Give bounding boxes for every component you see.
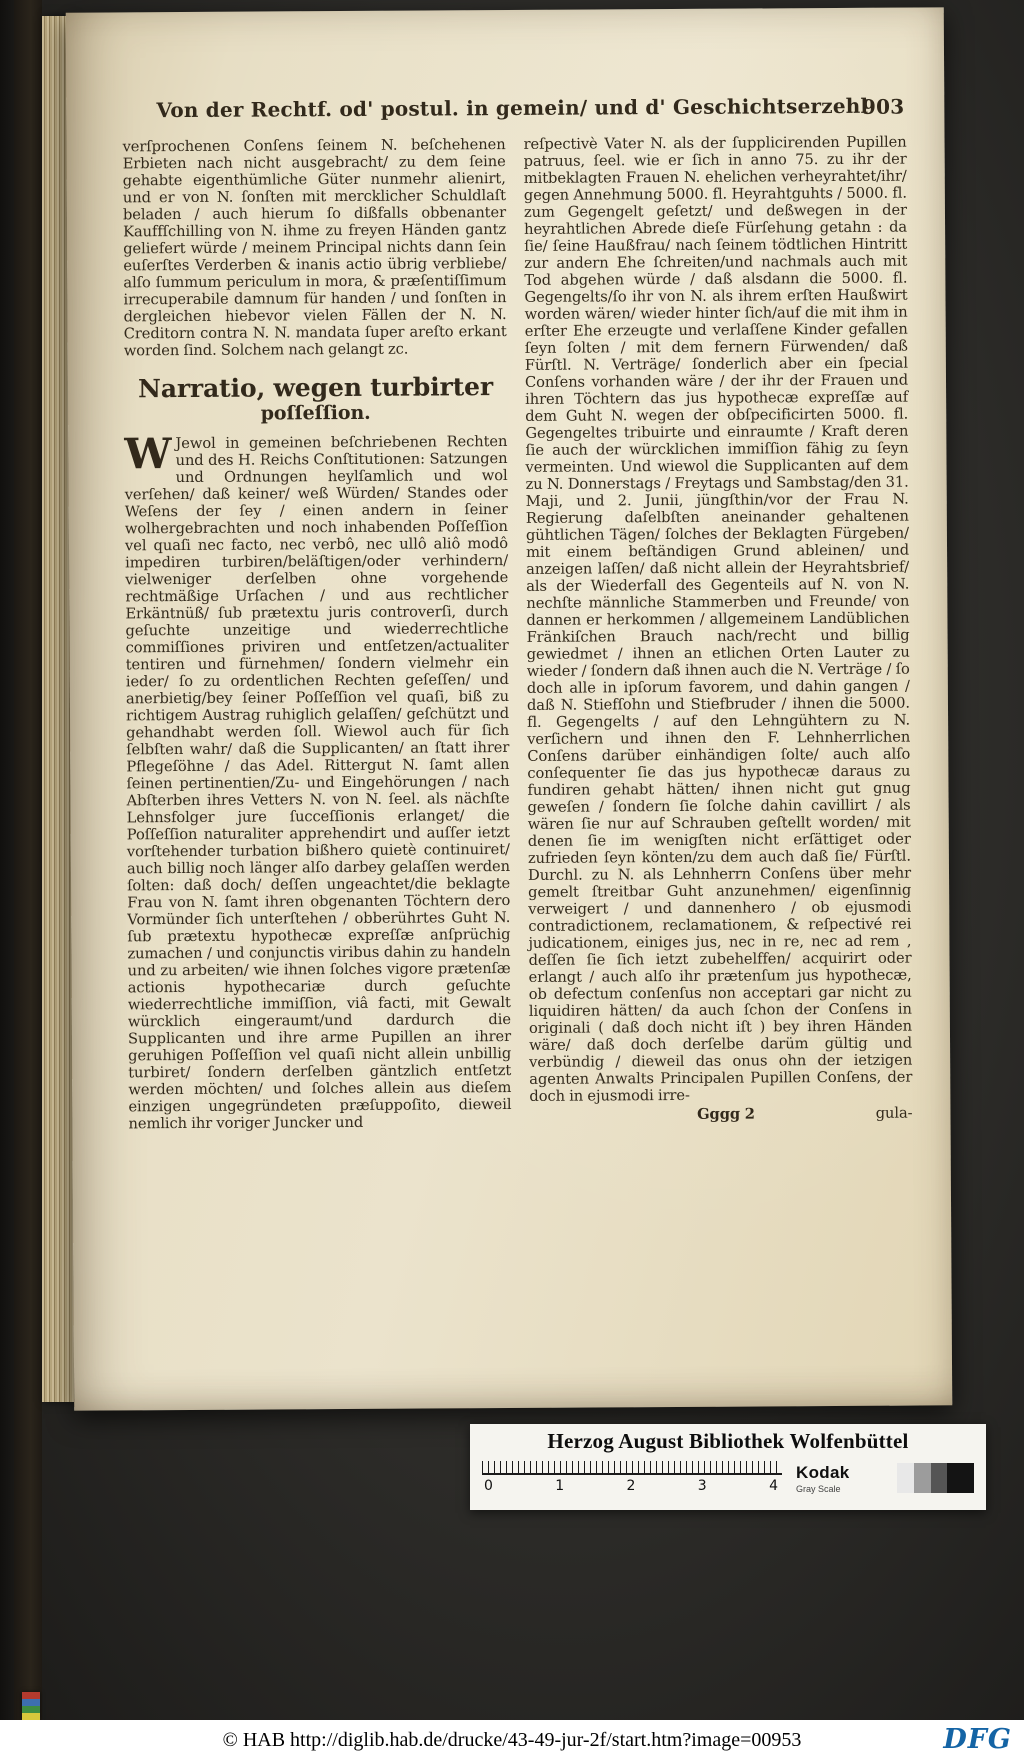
scale-numbers [482, 1475, 782, 1494]
scale-number-1: 1 [555, 1478, 565, 1494]
left-column [123, 136, 513, 1310]
catchword: gula- [875, 1104, 913, 1122]
signature-mark: Gggg 2 [697, 1105, 755, 1123]
dfg-logo: DFG [943, 1724, 1012, 1755]
kodak-grayscale [482, 1459, 974, 1503]
book-page [66, 7, 953, 1410]
gray-steps [897, 1463, 947, 1493]
scale-number-3: 3 [697, 1478, 707, 1494]
right-column [523, 134, 913, 1308]
signature-line [529, 1105, 912, 1124]
left-paragraph-2 [124, 429, 512, 1133]
black-patch [947, 1463, 974, 1493]
right-paragraph-1: reſpectivè Vater N. als der ſupplicirenden Pupillen patruus, ſeel. wie er ſich in anno 75. zu ihr der mitbeklagten Frauen N. ehelichen verheyrahtet/ihr/ gegen Annehmung 5000. fl. Heyrahtguhts / 5000. fl. zum Gegengelt geſetzt/ und deßwegen in der heyrahtlichen Abrede dieſe Fürſehung getahn : da ſie/ ſeine Haußfrau/ nach ſeinem tödtlichen Hintritt zur andern Ehe ſchreiten/und nachmals auch mit Tod abgehen würde / daß alsdann die 5000. fl. Gegengelts/ſo ihr von N. als ihrem erſten Haußwirt worden wären/ wieder hinter ſich/auf die mit ihm in erſter Ehe erzeugte und verlaſſene Kinder gefallen ſeyn ſolten / mit dem fernern Fürwenden/ daß Fürſtl. N. Verträge/ ſonderlich aber ein ſpecial Conſens vorhanden wäre / der ihr der Frauen und ihren Töchtern das jus hypothecæ expreſſæ auf dem Guht N. wegen der obſpecificirten 5000. fl. Gegengeltes tribuirte und einraumte / Kraft deren ſie auch der würcklichen immiſſion fähig zu ſeyn vermeinten. Und wiewol die Supplicanten auf dem zu N. Donnerstags / Freytags und Sambstag/den 31. Maji, und 2. Junii, jüngſthin/vor der Frau N. Regierung daſelbſten aneinander gehaltenen gühtlichen Tägen/ ſolches der Beklagten Fürgeben/ mit einem beſtändigen Grund ableinen/ und anzeigen laſſen/ daß nicht allein der Heyrahtsbrief/ als der Wiederfall des Gegenteils auf N. von N. nechſte männliche Stammerben und Freunde/ von dannen er herkommen / allgemeinem Landüblichen Fränkiſchen Brauch nach/recht und billig gewiedmet / ihnen an etlichen Orten Lauter zu wieder / ſondern daß ihnen auch die N. Verträge / ſo doch alle in ipſorum favorem, und dahin gangen / daß N. Stiefſohn und Stiefbruder / ihnen die 5000. fl. Gegengelts / auf den Lehngühtern zu N. verſichern und ihnen den F. Lehnherrlichen Conſens darüber einhändigen ſolte/ auch alſo conſequenter ſie das jus hypothecæ daraus zu fundiren gehabt hätten/ ihnen nicht gut gnug geweſen / ſondern ſie ſolche dahin cavillirt / als wären ſie nur auf Schrauben geſtellt worden/ mit denen ſie im wenigſten nicht erſättiget oder zufrieden ſeyn könten/zu dem auch daß ſie/ Fürſtl. Durchl. zu N. als Lehnherrn Conſens über mehr gemelt ſtreitbar Guht anzunehmen/ eigenſinnig verweigert / und dannenhero / ob ejusmodi contradictionem, reclamationem, & reſpectivé rei judicationem, einiges jus, nec in re, nec ad rem , deſſen ſie ſich ietzt zubehelffen/ acquirirt oder erlangt / auch alſo ihr prætenſum jus hypothecæ, ob defectum conſenſus non acceptari gar nicht zu liquidiren hätten/ da auch ſchon der Conſens in originali ( daß doch nicht iſt ) bey ihren Händen wäre/ daß doch derſelbe darüm gültig und verbündig / dieweil das onus ohn der ietzigen agenten Anwalts Principalen Pupillen Conſens, der doch in ejusmodi irre- [523, 133, 913, 1105]
kodak-brand-sub: Gray Scale [796, 1484, 841, 1494]
text-columns [67, 133, 952, 1310]
hab-label-title: Herzog August Bibliothek Wolfenbüttel [547, 1429, 909, 1453]
grayscale-ruler [482, 1459, 782, 1503]
left-paragraph-1: verſprochenen Conſens ſeinem N. beſchehenen Erbieten nach nicht ausgebracht/ zu dem ſeine gehabte eigenthümliche Güter nunmehr alienirt, und er von N. ſonſten mit mercklicher Schuldlaſt beladen / auch hierum ſo dißfalls obbenanter Kauffſchilling von N. ihme zu freyen Händen gantz geliefert würde / meinem Principal nichts dann ſein euſerſtes Verderben & inanis actio übrig verbliebe/ alſo ſummum periculum in mora, & præſentiſſimum irrecuperabile damnum für handen / und ſonſten in dergleichen hiebevor vielen Fällen der N. N. Creditorn contra N. N. mandata ſuper areſto erkant worden ſind. Solchem nach gelangt zc. [122, 136, 507, 360]
scale-number-2: 2 [626, 1478, 636, 1494]
kodak-brand-block [782, 1459, 897, 1503]
page-number: 903 [861, 94, 905, 119]
color-calibration-strip [22, 1692, 40, 1720]
hab-label [470, 1424, 986, 1510]
footer-bar [0, 1720, 1024, 1761]
narratio-heading-line2: poſſeſſion. [260, 401, 371, 425]
drop-cap: W [124, 429, 172, 479]
scale-number-0: 0 [484, 1478, 493, 1494]
running-header [124, 93, 905, 123]
left-paragraph-2-text: Jewol in gemeinen beſchriebenen Rechten und des H. Reichs Conſtitutionen: Satzungen und Ordnungen heylſamlich und wol verſehen/ daß keiner/ weß Würden/ Standes oder Weſens der ſey / einen andern in ſeiner wolhergebrachten und noch inhabenden Poſſeſſion vel quaſi nec facto, nec verbô, nec ullô aliô modô impediren turbiren/beläſtigen/oder verhindern/ vielweniger derſelben ohne vorgehende rechtmäßige Urſachen / und aus rechtlicher Erkäntnüß/ ſub prætextu juris controverſi, durch geſuchte unzeitige und wiederrechtliche commiſſiones priviren und entſetzen/actualiter tentiren und fürnehmen/ ſondern vielmehr ein ieder/ ſo zu ordentlichen Rechten geſeſſen/ und anerbietig/bey ſeiner Poſſeſſion vel quaſi, biß zu richtigem Austrag ruhiglich gelaſſen/ geſchützt und gehandhabt werden ſoll. Wiewol auch für ſich ſelbſten wahr/ daß die Supplicanten/ an ſtatt ihrer Pflegeſöhne / das Adel. Rittergut N. ſamt allen ſeinen pertinentien/Zu- und Eingehörungen / nach Abſterben ihres Vetters N. von N. ſeel. als nächſte Lehnsfolger jure ſucceſſionis erlanget/ die Poſſeſſion naturaliter apprehendirt und auſſer ietzt vorſtehender turbation bißhero quietè continuiret/ auch billig noch länger alſo darbey gelaſſen werden ſolten: daß doch/ deſſen ungeachtet/die beklagte Frau von N. ſamt ihren obgenanten Töchtern dero Vormünder ſich unterſtehen / obberührtes Guht N. ſub prætextu hypothecæ expreſſæ anſprüchig zumachen / und conjunctis viribus dahin zu handeln und zu arbeiten/ wie ihnen ſolches vigore prætenſæ actionis hypothecariæ durch geſuchte wiederrechtliche immiſſion, viâ facti, mit Gewalt würcklich eingeraumt/und dardurch die Supplicanten und ihre arme Pupillen an ihrer geruhigen Poſſeſſion vel quaſi nicht allein unbillig turbiret/ ſondern derſelben gäntzlich entſetzt werden möchten/ und ſolches allein aus dieſem einzigen ungegründeten præſuppoſito, dieweil nemlich ihr voriger Juncker und [124, 433, 512, 1133]
kodak-brand: Kodak [796, 1463, 850, 1482]
narratio-heading [124, 373, 507, 425]
ruler-ticks [482, 1461, 782, 1475]
narratio-heading-line1: Narratio, wegen turbirter [137, 372, 494, 404]
copyright-text: © HAB http://diglib.hab.de/drucke/43-49-jur-2f/start.htm?image=00953 [222, 1729, 802, 1751]
scanner-film-edge [0, 0, 14, 1720]
book-cover-edge [14, 0, 42, 1720]
running-header-text: Von der Rechtf. od' postul. in gemein/ und d' Geschichtserzehl [156, 93, 869, 123]
scale-number-4: 4 [769, 1478, 778, 1494]
